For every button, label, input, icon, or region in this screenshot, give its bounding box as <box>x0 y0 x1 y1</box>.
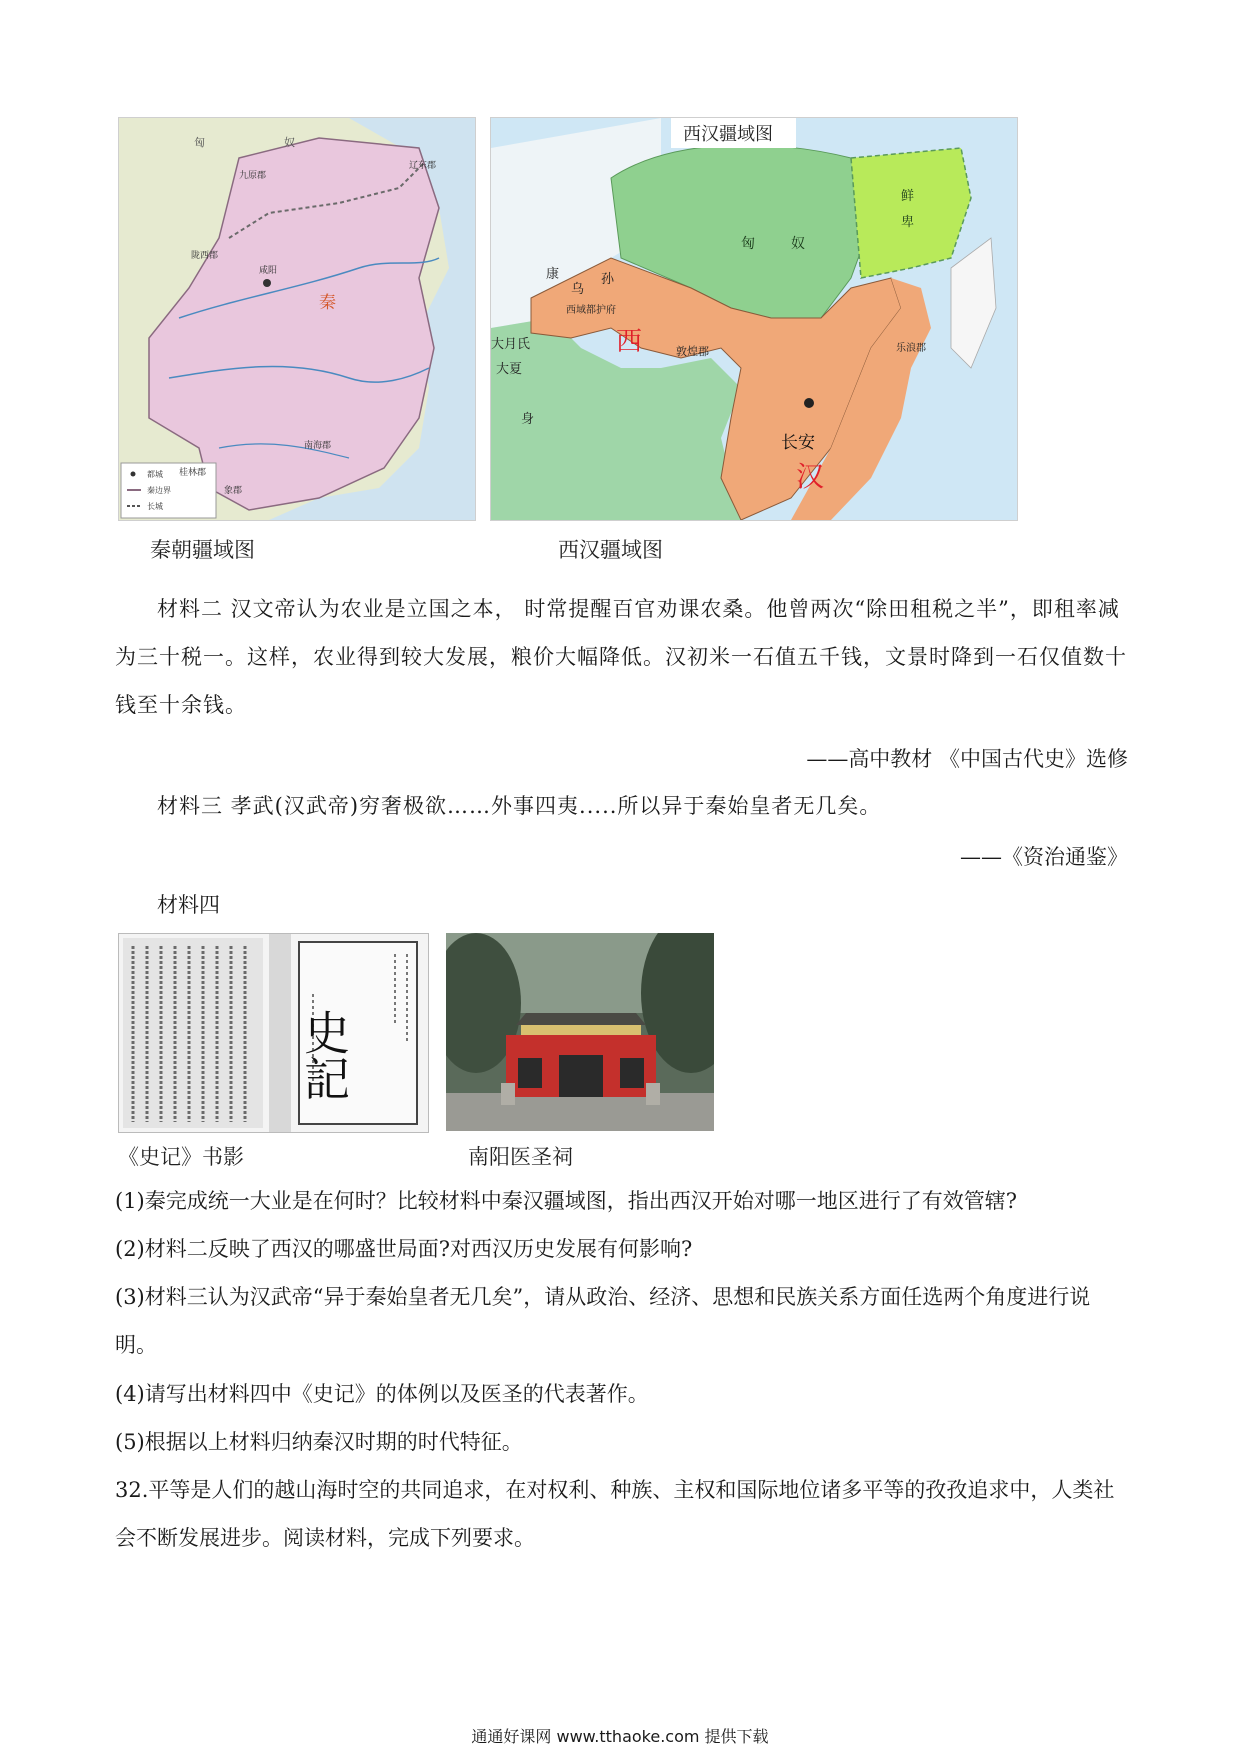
han-label-xiyu: 西域都护府 <box>566 305 616 316</box>
qin-map <box>118 117 476 521</box>
han-label-changan: 长安 <box>781 433 815 453</box>
question-1: (1)秦完成统一大业是在何时？比较材料中秦汉疆域图，指出西汉开始对哪一地区进行了有效管辖? <box>115 1189 1018 1213</box>
question-5: (5)根据以上材料归纳秦汉时期的时代特征。 <box>115 1430 523 1454</box>
han-label-xiongnu-2: 奴 <box>791 236 805 252</box>
han-label-xianbei-2: 卑 <box>901 215 915 230</box>
han-label-dunhuang: 敦煌郡 <box>676 345 709 358</box>
han-label-wusun-2: 孙 <box>601 272 615 287</box>
han-label-xianbei-1: 鲜 <box>901 189 915 204</box>
han-label-xi: 西 <box>616 327 643 357</box>
han-label-kang: 康 <box>546 267 560 282</box>
han-label-han: 汉 <box>796 460 825 493</box>
han-label-da-yuezhi: 大月氏 <box>491 337 531 352</box>
qin-label-xiongnu-2: 奴 <box>284 136 295 149</box>
qin-label-liaodong: 辽东郡 <box>409 161 437 171</box>
question-3: (3)材料三认为汉武帝“异于秦始皇者无几矣”，请从政治、经济、思想和民族关系方面任选两个角度进行说明。 <box>115 1285 1091 1357</box>
qin-legend-border: 秦边界 <box>147 486 171 495</box>
shiji-book-title: 史記 <box>297 1009 351 1101</box>
question-32: 32.平等是人们的越山海时空的共同追求，在对权利、种族、主权和国际地位诸多平等的孜孜追求中，人类社会不断发展进步。阅读材料，完成下列要求。 <box>115 1478 1115 1550</box>
qin-label-nanhai: 南海郡 <box>304 441 332 451</box>
han-map <box>490 117 1018 521</box>
material-2-text: 材料二 汉文帝认为农业是立国之本， 时常提醒百官劝课农桑。他曾两次“除田租税之半”，即租率减为三十税一。这样，农业得到较大发展，粮价大幅降低。汉初米一石值五千钱，文景时降到一石仅值数十钱至十余钱。 <box>115 597 1127 717</box>
temple-caption: 南阳医圣祠 <box>468 1145 573 1169</box>
han-label-shen: 身 <box>521 412 535 427</box>
shiji-caption: 《史记》书影 <box>118 1145 244 1169</box>
qin-label-xiongnu-1: 匈 <box>194 136 205 149</box>
material-4-heading: 材料四 <box>157 893 220 917</box>
question-4: (4)请写出材料四中《史记》的体例以及医圣的代表著作。 <box>115 1382 649 1406</box>
qin-label-longxi: 陇西郡 <box>191 251 219 261</box>
material-3-source: ——《资治通鉴》 <box>960 845 1128 869</box>
material-3-text: 材料三 孝武(汉武帝)穷奢极欲……外事四夷.....所以异于秦始皇者无几矣。 <box>157 794 882 818</box>
qin-legend-wall: 长城 <box>147 502 163 511</box>
han-map-title: 西汉疆域图 <box>683 124 773 145</box>
qin-label-qin: 秦 <box>319 293 336 313</box>
qin-legend-capital: 都城 <box>147 470 163 479</box>
yisheng-temple-image <box>446 933 714 1131</box>
qin-map-caption: 秦朝疆域图 <box>150 538 255 562</box>
footer-text: 通通好课网 www.tthaoke.com 提供下载 <box>471 1727 769 1746</box>
han-label-lelang: 乐浪郡 <box>896 343 926 354</box>
question-2: (2)材料二反映了西汉的哪盛世局面?对西汉历史发展有何影响? <box>115 1237 693 1261</box>
qin-label-jiuyuan: 九原郡 <box>239 171 267 181</box>
qin-label-guilin: 桂林郡 <box>179 468 207 478</box>
han-label-xiongnu-1: 匈 <box>741 236 755 252</box>
shiji-book-image <box>118 933 429 1133</box>
han-label-wusun-1: 乌 <box>571 282 585 297</box>
han-label-daxia: 大夏 <box>496 362 523 377</box>
qin-label-xianyang: 咸阳 <box>259 266 278 276</box>
material-2-source: ——高中教材 《中国古代史》选修 <box>806 747 1128 771</box>
han-map-caption: 西汉疆域图 <box>558 538 663 562</box>
qin-label-xiang: 象郡 <box>224 486 243 496</box>
